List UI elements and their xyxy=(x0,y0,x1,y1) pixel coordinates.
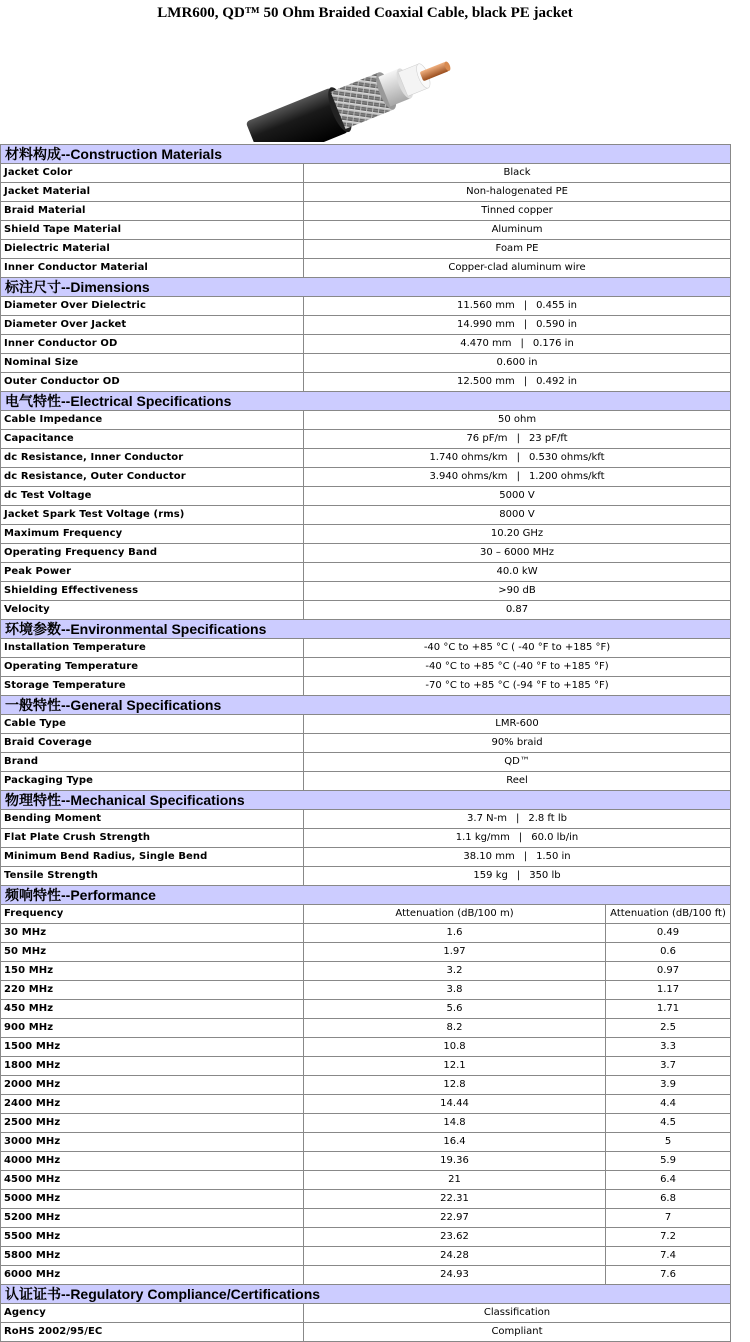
attenuation-m-cell: 21 xyxy=(304,1171,606,1190)
attenuation-m-cell: 3.2 xyxy=(304,962,606,981)
attenuation-ft-cell: 5.9 xyxy=(606,1152,731,1171)
section-title: 环境参数--Environmental Specifications xyxy=(1,620,731,639)
spec-label: Capacitance xyxy=(1,430,304,449)
spec-value xyxy=(304,316,731,335)
page-title: LMR600, QD™ 50 Ohm Braided Coaxial Cable, black PE jacket xyxy=(157,5,573,21)
section-title: 认证证书--Regulatory Compliance/Certifications xyxy=(1,1285,731,1304)
spec-value: 0.600 in xyxy=(304,354,731,373)
frequency-cell: 3000 MHz xyxy=(1,1133,304,1152)
spec-value-metric: 11.560 mm xyxy=(457,300,515,311)
spec-value-metric: 3.7 N-m xyxy=(467,813,507,824)
spec-value: LMR-600 xyxy=(304,715,731,734)
spec-value: Non-halogenated PE xyxy=(304,183,731,202)
performance-row xyxy=(1,981,731,1000)
value-separator: | xyxy=(523,851,528,862)
attenuation-m-cell: 10.8 xyxy=(304,1038,606,1057)
attenuation-ft-cell: 3.9 xyxy=(606,1076,731,1095)
spec-value: >90 dB xyxy=(304,582,731,601)
spec-label: Flat Plate Crush Strength xyxy=(1,829,304,848)
value-separator: | xyxy=(516,471,520,482)
spec-value xyxy=(304,430,731,449)
spec-label: Dielectric Material xyxy=(1,240,304,259)
attenuation-m-cell: 5.6 xyxy=(304,1000,606,1019)
spec-label: Nominal Size xyxy=(1,354,304,373)
value-separator: | xyxy=(523,319,528,330)
spec-label: Braid Material xyxy=(1,202,304,221)
column-header-attenuation-m: Attenuation (dB/100 m) xyxy=(304,905,606,924)
attenuation-m-cell: 12.1 xyxy=(304,1057,606,1076)
spec-row xyxy=(1,297,731,316)
spec-row xyxy=(1,810,731,829)
section-header-electrical xyxy=(1,392,731,411)
value-separator: | xyxy=(516,433,520,444)
column-header-frequency: Frequency xyxy=(1,905,304,924)
coaxial-cable-image xyxy=(245,24,455,142)
spec-value-metric: 14.990 mm xyxy=(457,319,515,330)
spec-row xyxy=(1,867,731,886)
section-title: 频响特性--Performance xyxy=(1,886,731,905)
spec-row xyxy=(1,449,731,468)
performance-row xyxy=(1,1266,731,1285)
value-separator: | xyxy=(518,832,523,843)
spec-value-metric: 76 pF/m xyxy=(466,433,508,444)
frequency-cell: 2400 MHz xyxy=(1,1095,304,1114)
spec-value: -40 °C to +85 °C (-40 °F to +185 °F) xyxy=(304,658,731,677)
spec-row xyxy=(1,677,731,696)
performance-row xyxy=(1,1057,731,1076)
attenuation-ft-cell: 4.5 xyxy=(606,1114,731,1133)
performance-row xyxy=(1,924,731,943)
frequency-cell: 5200 MHz xyxy=(1,1209,304,1228)
section-title: 标注尺寸--Dimensions xyxy=(1,278,731,297)
spec-value-imperial: 1.200 ohms/kft xyxy=(528,471,605,482)
attenuation-ft-cell: 7.2 xyxy=(606,1228,731,1247)
attenuation-m-cell: 24.93 xyxy=(304,1266,606,1285)
spec-label: Peak Power xyxy=(1,563,304,582)
attenuation-m-cell: 14.44 xyxy=(304,1095,606,1114)
frequency-cell: 30 MHz xyxy=(1,924,304,943)
spec-value xyxy=(304,468,731,487)
frequency-cell: 450 MHz xyxy=(1,1000,304,1019)
spec-value xyxy=(304,829,731,848)
spec-row xyxy=(1,772,731,791)
frequency-cell: 6000 MHz xyxy=(1,1266,304,1285)
spec-value: 5000 V xyxy=(304,487,731,506)
frequency-cell: 5800 MHz xyxy=(1,1247,304,1266)
attenuation-ft-cell: 1.71 xyxy=(606,1000,731,1019)
performance-row xyxy=(1,1209,731,1228)
section-header-construction xyxy=(1,145,731,164)
frequency-cell: 900 MHz xyxy=(1,1019,304,1038)
attenuation-ft-cell: 3.3 xyxy=(606,1038,731,1057)
attenuation-m-cell: 14.8 xyxy=(304,1114,606,1133)
spec-row xyxy=(1,753,731,772)
spec-row xyxy=(1,259,731,278)
value-separator: | xyxy=(515,813,520,824)
attenuation-m-cell: 1.97 xyxy=(304,943,606,962)
spec-label: Maximum Frequency xyxy=(1,525,304,544)
spec-label: RoHS 2002/95/EC xyxy=(1,1323,304,1342)
spec-row xyxy=(1,506,731,525)
spec-value-imperial: 1.50 in xyxy=(536,851,571,862)
spec-value xyxy=(304,449,731,468)
attenuation-ft-cell: 7.6 xyxy=(606,1266,731,1285)
spec-value-metric: 159 kg xyxy=(473,870,508,881)
spec-row xyxy=(1,715,731,734)
spec-value: Foam PE xyxy=(304,240,731,259)
spec-label: dc Resistance, Inner Conductor xyxy=(1,449,304,468)
frequency-cell: 4000 MHz xyxy=(1,1152,304,1171)
spec-value-imperial: 2.8 ft lb xyxy=(528,813,567,824)
spec-value: 90% braid xyxy=(304,734,731,753)
spec-value: Copper-clad aluminum wire xyxy=(304,259,731,278)
section-title: 物理特性--Mechanical Specifications xyxy=(1,791,731,810)
spec-label: Jacket Spark Test Voltage (rms) xyxy=(1,506,304,525)
spec-value-imperial: 23 pF/ft xyxy=(528,433,568,444)
spec-label: Brand xyxy=(1,753,304,772)
spec-value-metric: 3.940 ohms/km xyxy=(429,471,508,482)
spec-value-metric: 1.1 kg/mm xyxy=(455,832,510,843)
attenuation-ft-cell: 0.97 xyxy=(606,962,731,981)
spec-value xyxy=(304,373,731,392)
spec-row xyxy=(1,544,731,563)
spec-value-imperial: 0.590 in xyxy=(536,319,577,330)
performance-row xyxy=(1,1190,731,1209)
spec-value-metric: 38.10 mm xyxy=(463,851,515,862)
attenuation-ft-cell: 6.4 xyxy=(606,1171,731,1190)
attenuation-m-cell: 8.2 xyxy=(304,1019,606,1038)
performance-row xyxy=(1,1247,731,1266)
performance-row xyxy=(1,1228,731,1247)
spec-label: Inner Conductor OD xyxy=(1,335,304,354)
spec-row xyxy=(1,164,731,183)
frequency-cell: 50 MHz xyxy=(1,943,304,962)
specification-table xyxy=(0,144,731,1342)
spec-row xyxy=(1,316,731,335)
spec-value: -70 °C to +85 °C (-94 °F to +185 °F) xyxy=(304,677,731,696)
spec-row xyxy=(1,601,731,620)
spec-value: QD™ xyxy=(304,753,731,772)
spec-value: Compliant xyxy=(304,1323,731,1342)
attenuation-m-cell: 16.4 xyxy=(304,1133,606,1152)
section-header-regulatory xyxy=(1,1285,731,1304)
spec-value: Tinned copper xyxy=(304,202,731,221)
spec-row xyxy=(1,411,731,430)
spec-label: Velocity xyxy=(1,601,304,620)
attenuation-m-cell: 24.28 xyxy=(304,1247,606,1266)
spec-value xyxy=(304,848,731,867)
spec-value: Classification xyxy=(304,1304,731,1323)
spec-label: Diameter Over Dielectric xyxy=(1,297,304,316)
performance-header-row xyxy=(1,905,731,924)
attenuation-ft-cell: 7 xyxy=(606,1209,731,1228)
section-title: 一般特性--General Specifications xyxy=(1,696,731,715)
spec-label: Cable Type xyxy=(1,715,304,734)
spec-value-imperial: 0.176 in xyxy=(532,338,574,349)
spec-value-metric: 1.740 ohms/km xyxy=(429,452,508,463)
spec-row xyxy=(1,468,731,487)
spec-value xyxy=(304,867,731,886)
spec-label: Outer Conductor OD xyxy=(1,373,304,392)
section-header-environmental xyxy=(1,620,731,639)
spec-value: 40.0 kW xyxy=(304,563,731,582)
spec-row xyxy=(1,487,731,506)
performance-row xyxy=(1,1095,731,1114)
spec-label: Shielding Effectiveness xyxy=(1,582,304,601)
section-title: 电气特性--Electrical Specifications xyxy=(1,392,731,411)
section-header-general xyxy=(1,696,731,715)
spec-row xyxy=(1,240,731,259)
spec-label: Storage Temperature xyxy=(1,677,304,696)
spec-value-imperial: 60.0 lb/in xyxy=(531,832,579,843)
spec-label: Installation Temperature xyxy=(1,639,304,658)
spec-label: Diameter Over Jacket xyxy=(1,316,304,335)
spec-value xyxy=(304,297,731,316)
spec-label: Braid Coverage xyxy=(1,734,304,753)
spec-value-imperial: 0.530 ohms/kft xyxy=(528,452,605,463)
spec-value-imperial: 0.455 in xyxy=(536,300,577,311)
performance-row xyxy=(1,1114,731,1133)
spec-value-metric: 12.500 mm xyxy=(457,376,515,387)
frequency-cell: 1800 MHz xyxy=(1,1057,304,1076)
spec-row xyxy=(1,582,731,601)
spec-label: Jacket Material xyxy=(1,183,304,202)
section-title: 材料构成--Construction Materials xyxy=(1,145,731,164)
spec-value-imperial: 350 lb xyxy=(529,870,561,881)
spec-row xyxy=(1,734,731,753)
spec-value: 8000 V xyxy=(304,506,731,525)
performance-row xyxy=(1,1000,731,1019)
value-separator: | xyxy=(516,870,521,881)
spec-row xyxy=(1,1304,731,1323)
spec-label: dc Resistance, Outer Conductor xyxy=(1,468,304,487)
spec-label: Packaging Type xyxy=(1,772,304,791)
spec-value: 0.87 xyxy=(304,601,731,620)
attenuation-ft-cell: 5 xyxy=(606,1133,731,1152)
spec-value: Reel xyxy=(304,772,731,791)
spec-label: Shield Tape Material xyxy=(1,221,304,240)
attenuation-m-cell: 22.31 xyxy=(304,1190,606,1209)
frequency-cell: 220 MHz xyxy=(1,981,304,1000)
value-separator: | xyxy=(516,452,520,463)
spec-row xyxy=(1,563,731,582)
spec-label: Cable Impedance xyxy=(1,411,304,430)
attenuation-ft-cell: 2.5 xyxy=(606,1019,731,1038)
attenuation-m-cell: 12.8 xyxy=(304,1076,606,1095)
spec-row xyxy=(1,373,731,392)
spec-label: Bending Moment xyxy=(1,810,304,829)
frequency-cell: 4500 MHz xyxy=(1,1171,304,1190)
spec-row xyxy=(1,183,731,202)
spec-value xyxy=(304,810,731,829)
spec-row xyxy=(1,639,731,658)
attenuation-ft-cell: 4.4 xyxy=(606,1095,731,1114)
spec-row xyxy=(1,430,731,449)
spec-label: Agency xyxy=(1,1304,304,1323)
value-separator: | xyxy=(523,300,528,311)
spec-value-metric: 4.470 mm xyxy=(460,338,512,349)
spec-value: Aluminum xyxy=(304,221,731,240)
performance-row xyxy=(1,1171,731,1190)
frequency-cell: 2000 MHz xyxy=(1,1076,304,1095)
value-separator: | xyxy=(520,338,524,349)
spec-row xyxy=(1,354,731,373)
section-header-mechanical xyxy=(1,791,731,810)
spec-value-imperial: 0.492 in xyxy=(536,376,577,387)
spec-value: -40 °C to +85 °C ( -40 °F to +185 °F) xyxy=(304,639,731,658)
spec-label: Operating Temperature xyxy=(1,658,304,677)
spec-row xyxy=(1,848,731,867)
spec-value: 50 ohm xyxy=(304,411,731,430)
attenuation-ft-cell: 3.7 xyxy=(606,1057,731,1076)
spec-label: Jacket Color xyxy=(1,164,304,183)
attenuation-m-cell: 22.97 xyxy=(304,1209,606,1228)
spec-row xyxy=(1,525,731,544)
spec-label: Operating Frequency Band xyxy=(1,544,304,563)
spec-row xyxy=(1,202,731,221)
frequency-cell: 2500 MHz xyxy=(1,1114,304,1133)
attenuation-ft-cell: 1.17 xyxy=(606,981,731,1000)
frequency-cell: 5500 MHz xyxy=(1,1228,304,1247)
performance-row xyxy=(1,1038,731,1057)
attenuation-m-cell: 23.62 xyxy=(304,1228,606,1247)
attenuation-ft-cell: 6.8 xyxy=(606,1190,731,1209)
attenuation-m-cell: 3.8 xyxy=(304,981,606,1000)
spec-row xyxy=(1,658,731,677)
performance-row xyxy=(1,943,731,962)
attenuation-ft-cell: 7.4 xyxy=(606,1247,731,1266)
performance-row xyxy=(1,1076,731,1095)
column-header-attenuation-ft: Attenuation (dB/100 ft) xyxy=(606,905,731,924)
spec-label: Tensile Strength xyxy=(1,867,304,886)
frequency-cell: 150 MHz xyxy=(1,962,304,981)
spec-value: 30 – 6000 MHz xyxy=(304,544,731,563)
value-separator: | xyxy=(523,376,528,387)
spec-label: dc Test Voltage xyxy=(1,487,304,506)
section-header-performance xyxy=(1,886,731,905)
spec-row xyxy=(1,829,731,848)
spec-value xyxy=(304,335,731,354)
performance-row xyxy=(1,1133,731,1152)
spec-label: Minimum Bend Radius, Single Bend xyxy=(1,848,304,867)
section-header-dimensions xyxy=(1,278,731,297)
performance-row xyxy=(1,962,731,981)
spec-value: 10.20 GHz xyxy=(304,525,731,544)
spec-label: Inner Conductor Material xyxy=(1,259,304,278)
spec-value: Black xyxy=(304,164,731,183)
performance-row xyxy=(1,1019,731,1038)
attenuation-ft-cell: 0.49 xyxy=(606,924,731,943)
attenuation-m-cell: 19.36 xyxy=(304,1152,606,1171)
spec-row xyxy=(1,221,731,240)
attenuation-m-cell: 1.6 xyxy=(304,924,606,943)
frequency-cell: 5000 MHz xyxy=(1,1190,304,1209)
spec-row xyxy=(1,335,731,354)
performance-row xyxy=(1,1152,731,1171)
attenuation-ft-cell: 0.6 xyxy=(606,943,731,962)
frequency-cell: 1500 MHz xyxy=(1,1038,304,1057)
